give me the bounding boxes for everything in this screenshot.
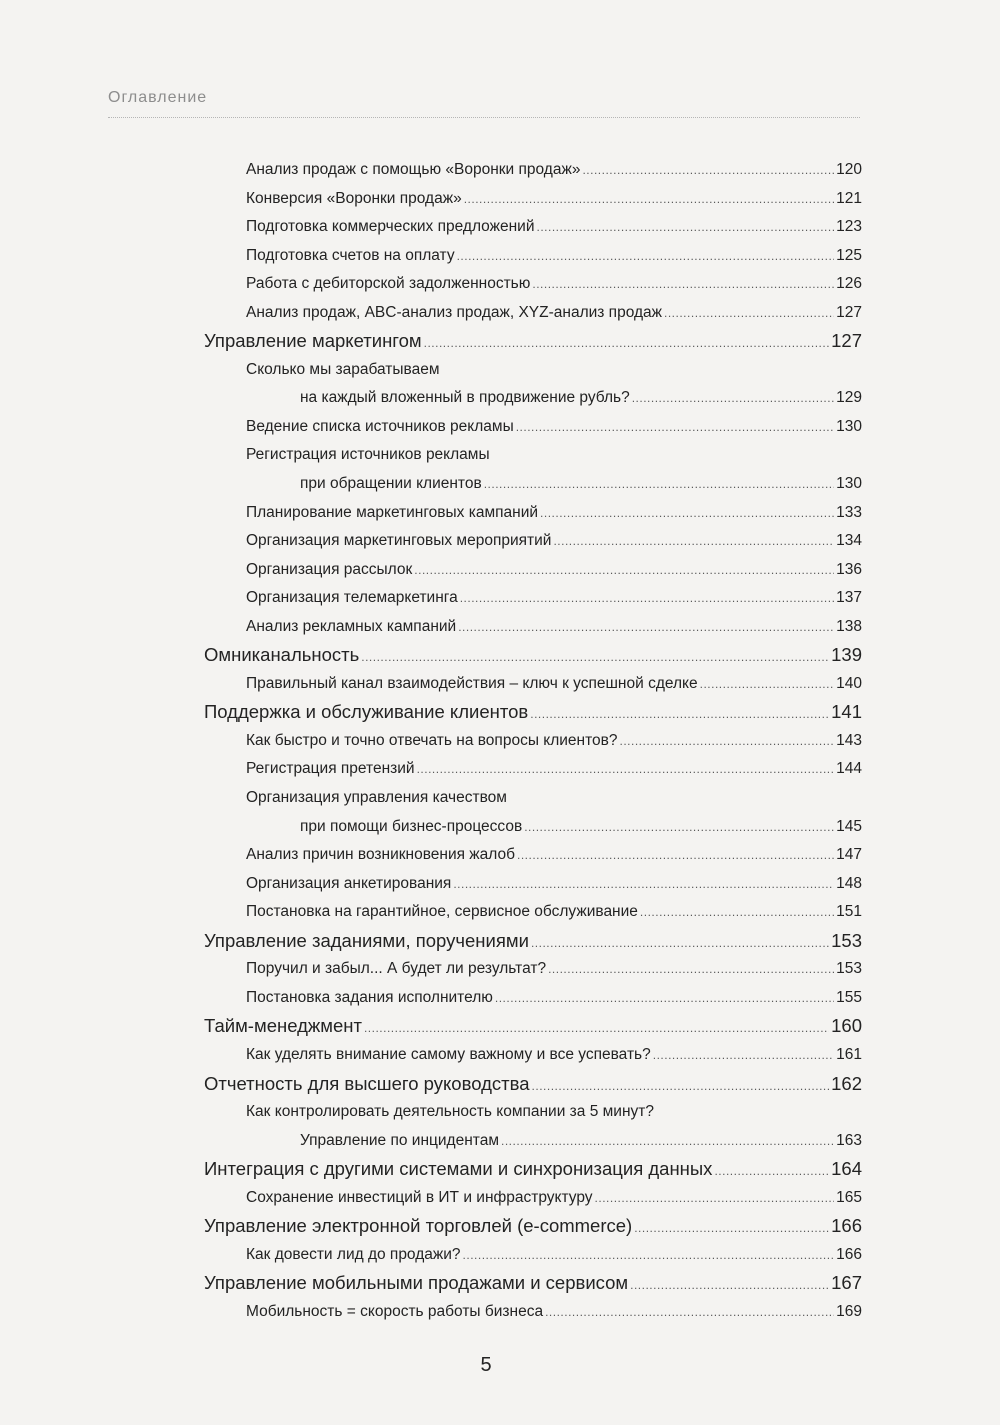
toc-entry-page: 162: [831, 1072, 862, 1094]
dot-leader: [634, 1214, 829, 1242]
toc-entry-page: 145: [836, 817, 862, 835]
toc-entry-title: Управление электронной торговлей (e-commerce): [204, 1215, 633, 1237]
toc-entry-title: Постановка на гарантийное, сервисное обслуживание: [246, 903, 638, 921]
dot-leader: [553, 527, 834, 555]
dot-leader: [517, 841, 834, 869]
toc-entry-title: Как уделять внимание самому важному и все успевать?: [246, 1045, 651, 1063]
dot-leader: [536, 213, 834, 241]
toc-entry: [0, 384, 1000, 413]
toc-entry-page: 163: [836, 1131, 862, 1149]
toc-entry-page: 155: [836, 988, 862, 1006]
toc-entry: [0, 327, 1000, 356]
toc-entry-page: 143: [836, 731, 862, 749]
header-divider: [108, 117, 860, 118]
toc-entry-page: 160: [831, 1015, 862, 1037]
toc-entry-page: 166: [836, 1245, 862, 1263]
dot-leader: [545, 1298, 834, 1326]
toc-entry: [0, 356, 1000, 385]
dot-leader: [714, 1157, 829, 1185]
toc-entry: [0, 270, 1000, 299]
dot-leader: [457, 242, 835, 270]
toc-entry-title: Правильный канал взаимодействия – ключ к успешной сделке: [246, 674, 698, 692]
dot-leader: [664, 299, 834, 327]
dot-leader: [463, 1241, 835, 1269]
toc-entry-title: Ведение списка источников рекламы: [246, 417, 514, 435]
toc-entry-page: 125: [836, 246, 862, 264]
toc-entry-page: 130: [836, 475, 862, 493]
toc-entry-page: 140: [836, 674, 862, 692]
toc-entry-page: 133: [836, 503, 862, 521]
toc-entry-page: 167: [831, 1272, 862, 1294]
toc-entry: [0, 698, 1000, 727]
toc-entry: [0, 1041, 1000, 1070]
toc-entry-title: Управление мобильными продажами и сервисом: [204, 1272, 629, 1294]
toc-entry-page: 130: [836, 417, 862, 435]
dot-leader: [548, 955, 834, 983]
toc-entry-title: Постановка задания исполнителю: [246, 988, 493, 1006]
toc-entry: [0, 927, 1000, 956]
toc-entry-title: Анализ причин возникновения жалоб: [246, 846, 516, 864]
toc-entry-page: 126: [836, 275, 862, 293]
toc-entry: [0, 413, 1000, 442]
toc-entry: [0, 299, 1000, 328]
toc-entry-page: 169: [836, 1302, 862, 1320]
toc-entry-page: 129: [836, 389, 862, 407]
toc-entry: [0, 441, 1000, 470]
toc-entry-title: Как контролировать деятельность компании за 5 минут?: [246, 1103, 654, 1121]
toc-entry: [0, 1127, 1000, 1156]
dot-leader: [653, 1041, 834, 1069]
page-number: 5: [480, 1354, 492, 1376]
toc-entry: [0, 641, 1000, 670]
dot-leader: [414, 556, 834, 584]
toc-entry: [0, 1269, 1000, 1298]
toc-entry-title: Регистрация претензий: [246, 760, 415, 778]
dot-leader: [582, 156, 834, 184]
toc-entry-title: Регистрация источников рекламы: [246, 446, 490, 464]
toc-entry-page: 151: [836, 903, 862, 921]
dot-leader: [484, 470, 834, 498]
dot-leader: [524, 813, 834, 841]
toc-entry-title: Планирование маркетинговых кампаний: [246, 503, 539, 521]
toc-entry-page: 161: [836, 1045, 862, 1063]
dot-leader: [458, 613, 834, 641]
toc-entry: [0, 813, 1000, 842]
toc-entry: [0, 870, 1000, 899]
dot-leader: [530, 700, 829, 728]
toc-entry-title: Интеграция с другими системами и синхронизация данных: [204, 1158, 713, 1180]
toc-entry: [0, 613, 1000, 642]
toc-entry: [0, 955, 1000, 984]
toc-entry: [0, 755, 1000, 784]
toc-entry-page: 136: [836, 560, 862, 578]
toc-entry-page: 153: [831, 929, 862, 951]
dot-leader: [464, 185, 834, 213]
dot-leader: [632, 384, 834, 412]
toc-entry-page: 127: [836, 303, 862, 321]
toc-entry: [0, 670, 1000, 699]
toc-entry-page: 147: [836, 846, 862, 864]
toc-entry: [0, 1098, 1000, 1127]
toc-entry-title: Организация маркетинговых мероприятий: [246, 532, 552, 550]
toc-entry-title: Как быстро и точно отвечать на вопросы клиентов?: [246, 731, 618, 749]
toc-entry: [0, 499, 1000, 528]
toc-entry-page: 121: [836, 189, 862, 207]
toc-entry: [0, 984, 1000, 1013]
dot-leader: [640, 898, 834, 926]
dot-leader: [531, 929, 829, 957]
toc-entry: [0, 185, 1000, 214]
toc-entry-title: Анализ рекламных кампаний: [246, 617, 457, 635]
toc-entry-title: Подготовка счетов на оплату: [246, 246, 455, 264]
toc-entry-title: Организация рассылок: [246, 560, 413, 578]
toc-entry: [0, 1241, 1000, 1270]
toc-entry-page: 137: [836, 589, 862, 607]
toc-entry-title: Организация анкетирования: [246, 874, 452, 892]
toc-entry: [0, 841, 1000, 870]
toc-entry-title: Сколько мы зарабатываем: [246, 360, 440, 378]
toc-entry-page: 127: [831, 330, 862, 352]
toc-entry: [0, 527, 1000, 556]
toc-entry: [0, 898, 1000, 927]
toc-entry: [0, 1070, 1000, 1099]
toc-entry-title: Поддержка и обслуживание клиентов: [204, 701, 529, 723]
toc-entry: [0, 1212, 1000, 1241]
toc-entry-page: 166: [831, 1215, 862, 1237]
dot-leader: [630, 1271, 829, 1299]
dot-leader: [501, 1127, 834, 1155]
toc-entry-page: 144: [836, 760, 862, 778]
toc-entry-title: Тайм-менеджмент: [204, 1015, 362, 1037]
toc-entry-title: Конверсия «Воронки продаж»: [246, 189, 462, 207]
toc-entry: [0, 727, 1000, 756]
toc-entry-title: при помощи бизнес-процессов: [300, 817, 523, 835]
toc-entry-page: 165: [836, 1188, 862, 1206]
toc-entry-title: при обращении клиентов: [300, 475, 482, 493]
toc-entry: [0, 156, 1000, 185]
toc-entry: [0, 470, 1000, 499]
dot-leader: [364, 1014, 829, 1042]
toc-entry-title: Управление маркетингом: [204, 330, 422, 352]
toc-entry: [0, 242, 1000, 271]
toc-entry-page: 153: [836, 960, 862, 978]
toc-entry-title: Анализ продаж с помощью «Воронки продаж»: [246, 161, 581, 178]
toc-entry-title: Организация управления качеством: [246, 789, 507, 807]
table-of-contents: [0, 156, 1000, 1326]
toc-entry: [0, 1012, 1000, 1041]
dot-leader: [424, 329, 829, 357]
toc-entry-title: Омниканальность: [204, 644, 360, 666]
toc-entry: [0, 556, 1000, 585]
toc-entry-page: 123: [836, 218, 862, 236]
dot-leader: [495, 984, 834, 1012]
toc-entry: [0, 1155, 1000, 1184]
toc-entry-title: Анализ продаж, ABC-анализ продаж, XYZ-анализ продаж: [246, 303, 663, 321]
dot-leader: [540, 499, 834, 527]
toc-entry-page: 138: [836, 617, 862, 635]
toc-entry: [0, 1298, 1000, 1327]
toc-entry-title: Поручил и забыл... А будет ли результат?: [246, 960, 547, 978]
dot-leader: [620, 727, 835, 755]
toc-entry-title: Управление заданиями, поручениями: [204, 929, 529, 951]
toc-entry-page: 139: [831, 644, 862, 666]
toc-entry: [0, 1184, 1000, 1213]
toc-entry-title: Сохранение инвестиций в ИТ и инфраструктуру: [246, 1188, 593, 1206]
dot-leader: [532, 270, 834, 298]
toc-entry-title: Подготовка коммерческих предложений: [246, 218, 535, 236]
toc-entry-page: 134: [836, 532, 862, 550]
dot-leader: [361, 643, 829, 671]
dot-leader: [700, 670, 835, 698]
toc-entry-page: 164: [831, 1158, 862, 1180]
toc-entry-page: 148: [836, 874, 862, 892]
toc-entry-page: 120: [836, 161, 862, 178]
toc-entry-title: Организация телемаркетинга: [246, 589, 458, 607]
toc-entry-page: 141: [831, 701, 862, 723]
toc-entry-title: Управление по инцидентам: [300, 1131, 499, 1149]
dot-leader: [595, 1184, 835, 1212]
toc-entry-title: Как довести лид до продажи?: [246, 1245, 461, 1263]
dot-leader: [532, 1072, 830, 1100]
toc-entry: [0, 584, 1000, 613]
toc-entry: [0, 784, 1000, 813]
dot-leader: [460, 584, 834, 612]
dot-leader: [516, 413, 834, 441]
toc-entry: [0, 213, 1000, 242]
toc-entry-title: Мобильность = скорость работы бизнеса: [246, 1302, 544, 1320]
running-header: Оглавление: [108, 89, 208, 106]
dot-leader: [453, 870, 834, 898]
toc-entry-title: на каждый вложенный в продвижение рубль?: [300, 389, 630, 407]
toc-entry-title: Отчетность для высшего руководства: [204, 1072, 530, 1094]
dot-leader: [417, 755, 835, 783]
toc-entry-title: Работа с дебиторской задолженностью: [246, 275, 531, 293]
